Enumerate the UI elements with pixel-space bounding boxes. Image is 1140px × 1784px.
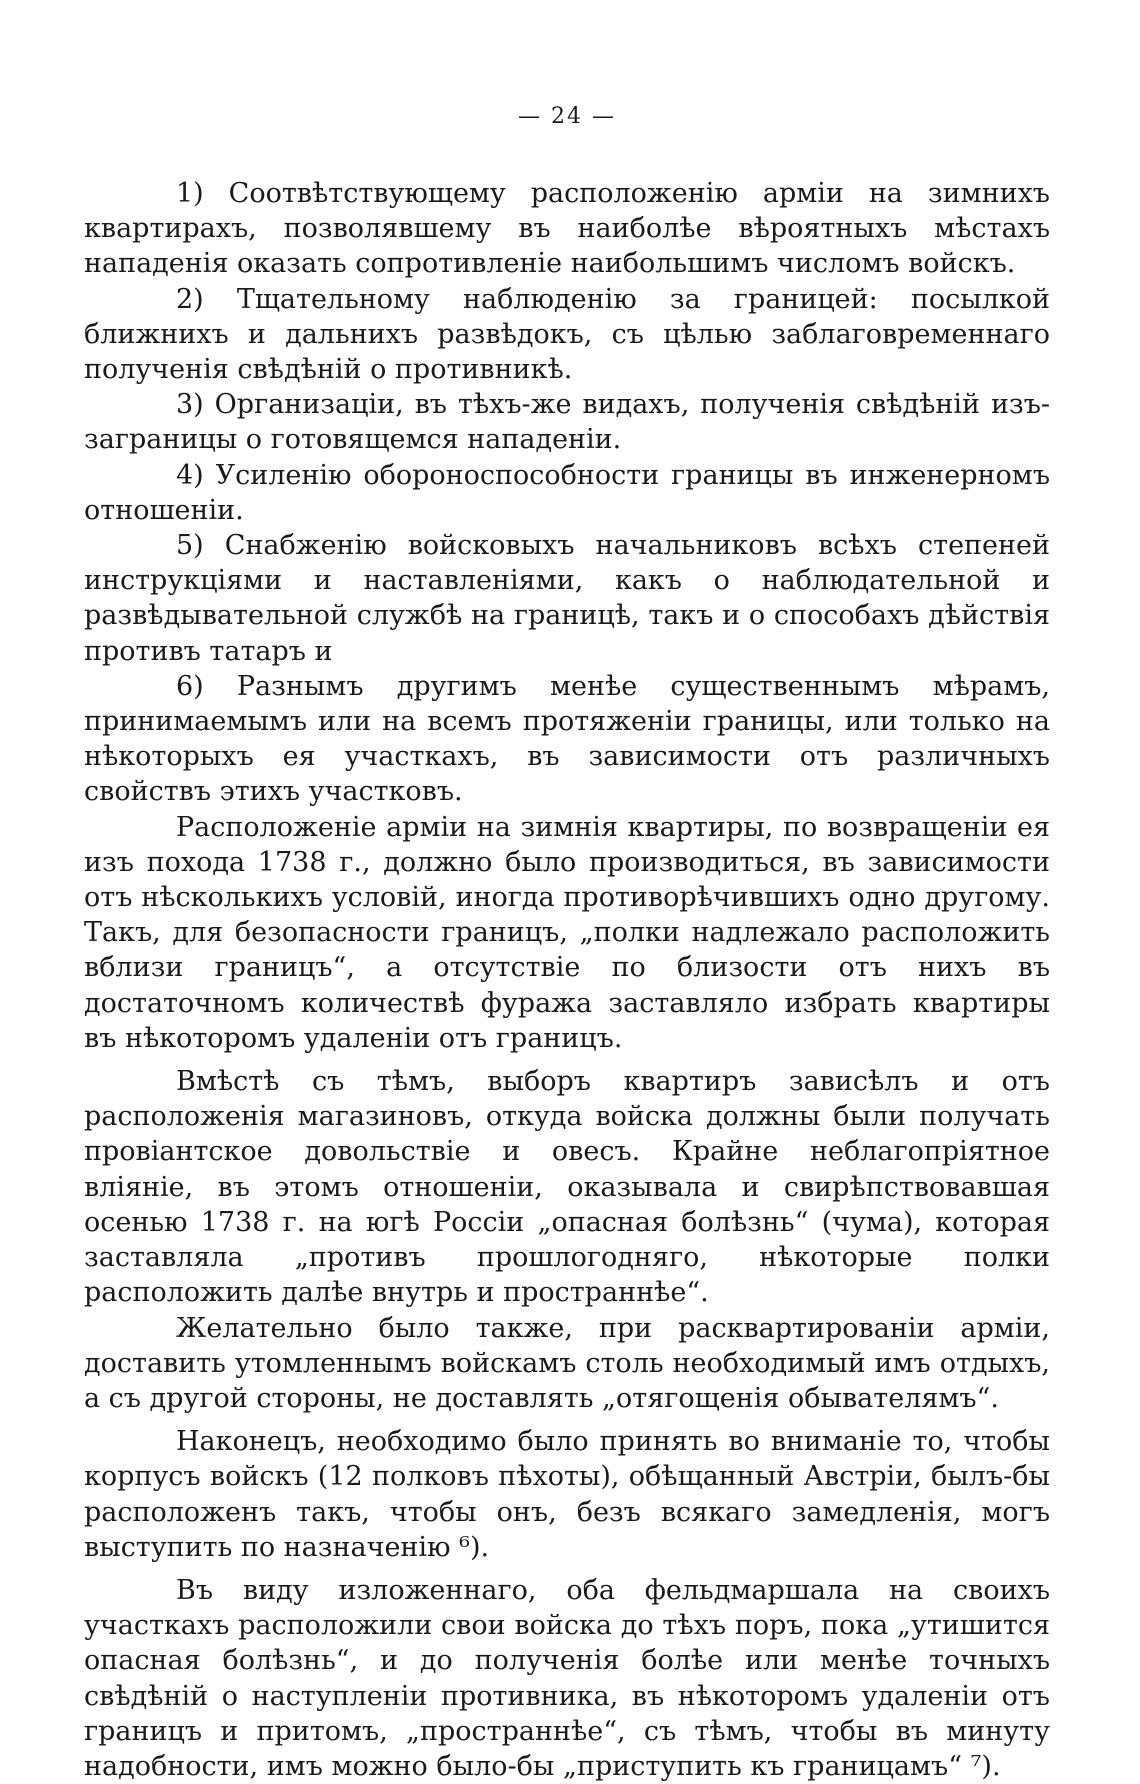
paragraph-3: 3) Организаціи, въ тѣхъ-же видахъ, полученія свѣдѣній изъ-заграницы о готовящемся нападеніи. [84, 389, 1050, 456]
body-text [84, 176, 1050, 1784]
paragraph-11: Въ виду изложеннаго, оба фельдмаршала на своихъ участкахъ расположили свои войска до тѣхъ поръ, пока „утишится опасная болѣзнь“, и до полученія болѣе или менѣе точныхъ свѣдѣній о наступленіи противника, въ нѣкоторомъ удаленіи отъ границъ и притомъ, „пространнѣе“, съ тѣмъ, чтобы въ минуту надобности, имъ можно было-бы „приступить къ границамъ“ ⁷). [84, 1574, 1050, 1782]
paragraph-1: 1) Соотвѣтствующему расположенію арміи на зимнихъ квартирахъ, позволявшему въ наиболѣе вѣроятныхъ мѣстахъ нападенія оказать сопротивленіе наибольшимъ числомъ войскъ. [84, 178, 1050, 280]
paragraph-5: 5) Снабженію войсковыхъ начальниковъ всѣхъ степеней инструкціями и наставленіями, какъ о наблюдательной и развѣдывательной службѣ на границѣ, такъ и о способахъ дѣйствія противъ татаръ и [84, 530, 1050, 667]
paragraph-2: 2) Тщательному наблюденію за границей: посылкой ближнихъ и дальнихъ развѣдокъ, съ цѣлью заблаговременнаго полученія свѣдѣній о противникѣ. [84, 283, 1050, 386]
paragraph-6: 6) Разнымъ другимъ менѣе существеннымъ мѣрамъ, принимаемымъ или на всемъ протяженіи границы, или только на нѣкоторыхъ ея участкахъ, въ зависимости отъ различныхъ свойствъ этихъ участковъ. [84, 670, 1050, 808]
paragraph-10: Наконецъ, необходимо было принять во вниманіе то, чтобы корпусъ войскъ (12 полковъ пѣхоты), обѣщанный Австріи, былъ-бы расположенъ такъ, чтобы онъ, безъ всякаго замедленія, могъ выступить по назначенію ⁶). [84, 1426, 1050, 1563]
paragraph-8: Вмѣстѣ съ тѣмъ, выборъ квартиръ зависѣлъ и отъ расположенія магазиновъ, откуда войска должны были получать провіантское довольствіе и овесъ. Крайне неблагопріятное вліяніе, въ этомъ отношеніи, оказывала и свирѣпствовавшая осенью 1738 г. на югѣ Россіи „опасная болѣзнь“ (чума), которая заставляла „противъ прошлогодняго, нѣкоторые полки расположить далѣе внутрь и пространнѣе“. [84, 1066, 1050, 1309]
paragraph-9: Желательно было также, при расквартированіи арміи, доставить утомленнымъ войскамъ столь необходимый имъ отдыхъ, а съ другой стороны, не доставлять „отягощенія обывателямъ“. [84, 1312, 1050, 1414]
paragraph-7: Расположеніе арміи на зимнія квартиры, по возвращеніи ея изъ похода 1738 г., должно было производиться, въ зависимости отъ нѣсколькихъ условій, иногда противорѣчившихъ одно другому. Такъ, для безопасности границъ, „полки надлежало расположить вблизи границъ“, а отсутствіе по близости отъ нихъ въ достаточномъ количествѣ фуража заставляло избрать квартиры въ нѣкоторомъ удаленіи отъ границъ. [84, 811, 1050, 1054]
paragraph-4: 4) Усиленію обороноспособности границы въ инженерномъ отношеніи. [84, 459, 1050, 526]
page-number: — 24 — [518, 104, 616, 129]
